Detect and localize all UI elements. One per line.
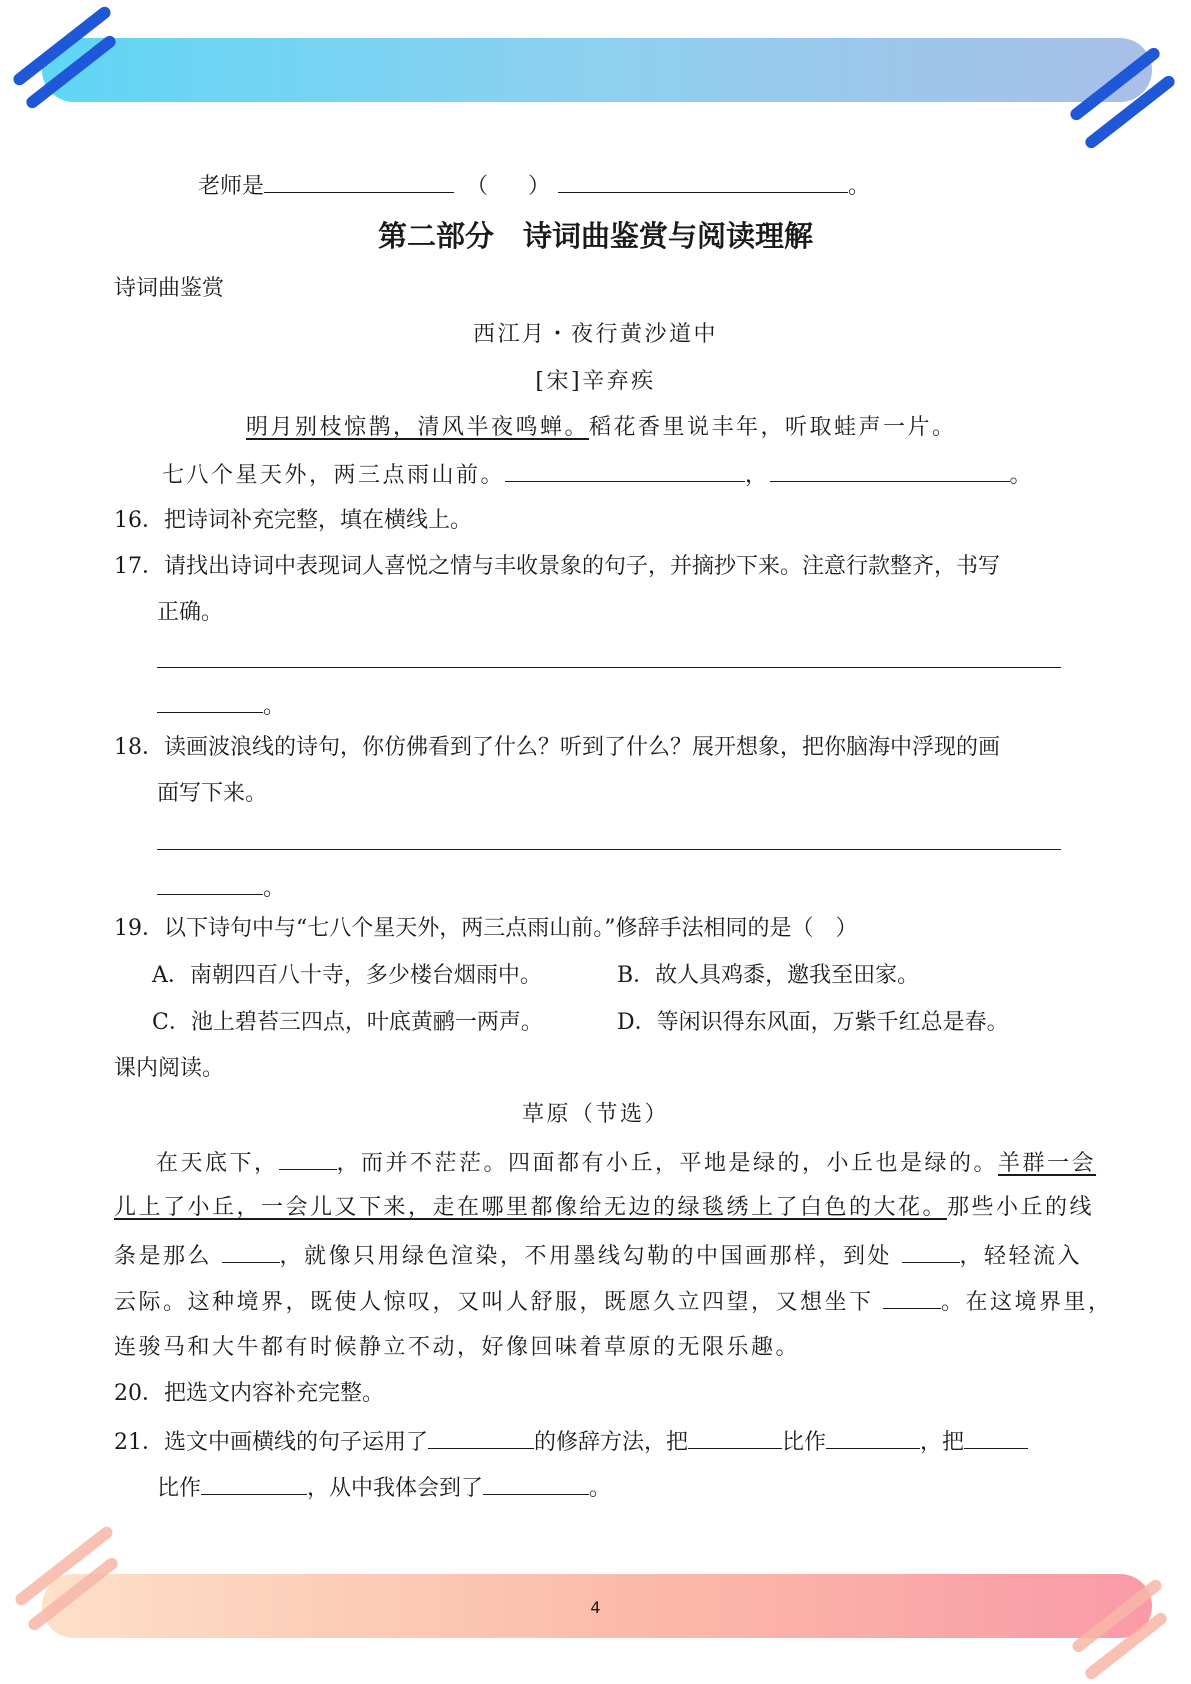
passage-blank-4[interactable]	[883, 1286, 941, 1309]
option-b[interactable]: B．故人具鸡黍，邀我至田家。	[617, 963, 920, 988]
poem-section-label: 诗词曲鉴赏	[114, 276, 225, 301]
poem-title: 西江月・夜行黄沙道中	[472, 322, 718, 347]
poem-wavy-line: 明月别枝惊鹊，清风半夜鸣蝉。	[246, 415, 590, 440]
q17-answer-line[interactable]	[157, 667, 1061, 668]
question-17-cont: 正确。	[157, 600, 224, 625]
passage-line-3: 条是那么 ，就像只用绿色渲染，不用墨线勾勒的中国画那样，到处 ，轻轻流入	[114, 1240, 1082, 1272]
passage-title: 草原（节选）	[521, 1102, 669, 1127]
q17-answer-blank[interactable]	[157, 690, 263, 713]
poem-blank-1[interactable]	[505, 459, 745, 482]
reading-label: 课内阅读。	[114, 1056, 225, 1081]
question-17: 17．请找出诗词中表现词人喜悦之情与丰收景象的句子，并摘抄下来。注意行款整齐，书写	[114, 554, 1001, 579]
poem-line-2: 七八个星天外，两三点雨山前。 ， 。	[162, 459, 1034, 491]
passage-underlined-sentence: 儿上了小丘，一会儿又下来，走在哪里都像给无边的绿毯绣上了白色的大花。	[114, 1195, 948, 1220]
q21-blank-2[interactable]	[688, 1426, 782, 1449]
section-title: 第二部分 诗词曲鉴赏与阅读理解	[377, 219, 813, 253]
teacher-blank-1[interactable]	[264, 170, 454, 193]
option-d[interactable]: D．等闲识得东风面，万紫千红总是春。	[617, 1010, 1009, 1035]
poem-author: [宋]辛弃疾	[535, 369, 656, 394]
question-18: 18．读画波浪线的诗句，你仿佛看到了什么？听到了什么？展开想象，把你脑海中浮现的画	[114, 735, 1001, 760]
passage-blank-3[interactable]	[902, 1240, 960, 1263]
q18-answer-end: 。	[157, 872, 285, 904]
q21-blank-1[interactable]	[428, 1426, 534, 1449]
q21-blank-5[interactable]	[201, 1472, 307, 1495]
question-21: 21．选文中画横线的句子运用了 的修辞方法，把 比作 ，把	[114, 1426, 1028, 1458]
header-banner	[42, 38, 1152, 102]
passage-line-1: 在天底下， ，而并不茫茫。四面都有小丘，平地是绿的，小丘也是绿的。羊群一会	[156, 1147, 1096, 1179]
q18-answer-blank[interactable]	[157, 872, 263, 895]
poem-blank-2[interactable]	[770, 459, 1010, 482]
passage-blank-2[interactable]	[222, 1240, 280, 1263]
passage-line-2: 儿上了小丘，一会儿又下来，走在哪里都像给无边的绿毯绣上了白色的大花。那些小丘的线	[114, 1195, 1095, 1220]
q21-blank-3[interactable]	[826, 1426, 920, 1449]
passage-line-4: 云际。这种境界，既使人惊叹，又叫人舒服，既愿久立四望，又想坐下 。在这境界里，	[114, 1286, 1113, 1318]
q17-answer-end: 。	[157, 690, 285, 722]
page-number: 4	[590, 1598, 601, 1617]
question-20: 20．把选文内容补充完整。	[114, 1381, 385, 1406]
passage-blank-1[interactable]	[279, 1147, 337, 1170]
q21-blank-4[interactable]	[964, 1426, 1028, 1449]
teacher-line: 老师是 （ ） 。	[198, 170, 870, 202]
option-a[interactable]: A．南朝四百八十寺，多少楼台烟雨中。	[152, 963, 542, 988]
passage-line-5: 连骏马和大牛都有时候静立不动，好像回味着草原的无限乐趣。	[114, 1335, 801, 1360]
question-19: 19．以下诗句中与“七八个星天外，两三点雨山前。”修辞手法相同的是（ ）	[114, 916, 858, 941]
question-16: 16．把诗词补充完整，填在横线上。	[114, 508, 473, 533]
question-18-cont: 面写下来。	[157, 781, 268, 806]
q21-blank-6[interactable]	[483, 1472, 589, 1495]
poem-line-1: 明月别枝惊鹊，清风半夜鸣蝉。稻花香里说丰年，听取蛙声一片。	[246, 415, 957, 440]
option-c[interactable]: C．池上碧苔三四点，叶底黄鹂一两声。	[152, 1010, 543, 1035]
teacher-blank-2[interactable]	[558, 170, 848, 193]
q18-answer-line[interactable]	[157, 849, 1061, 850]
question-21-cont: 比作 ，从中我体会到了 。	[157, 1472, 611, 1504]
